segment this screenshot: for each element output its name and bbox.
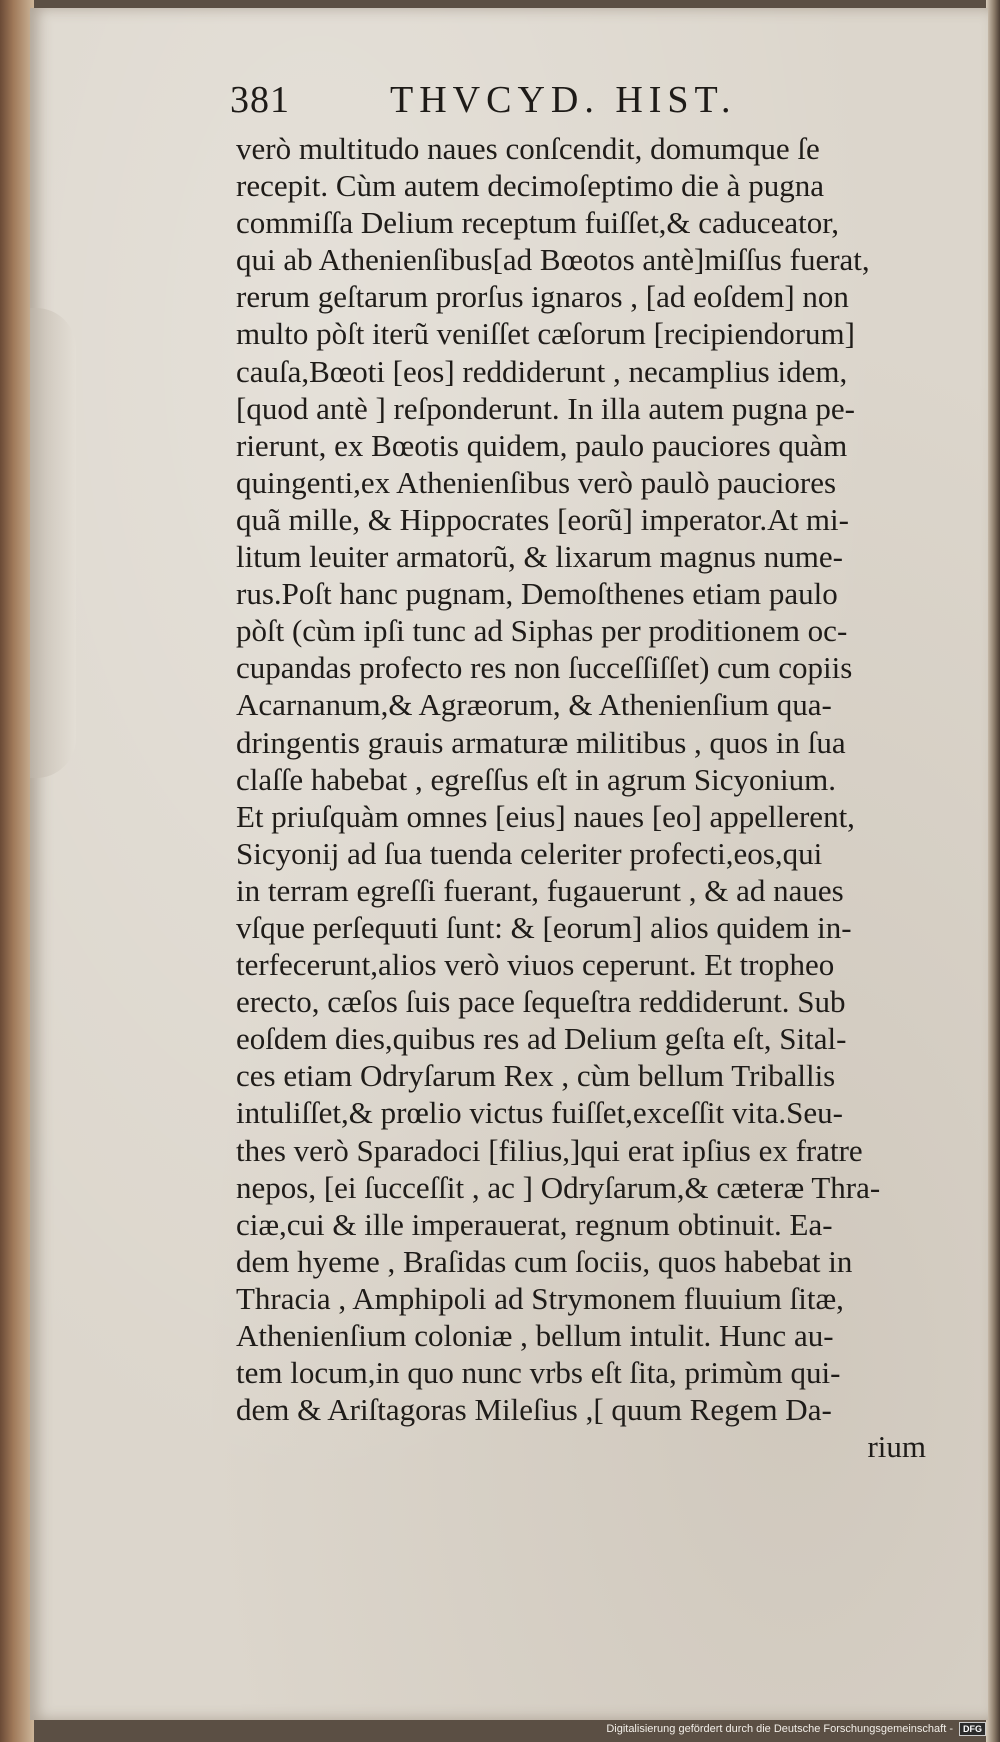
text-line: claſſe habebat , egreſſus eſt in agrum Sicyonium. xyxy=(236,761,837,797)
page-number: 381 xyxy=(230,79,290,121)
text-line: tem locum,in quo nunc vrbs eſt ſita, primùm qui- xyxy=(236,1355,841,1391)
text-line: litum leuiter armatorũ, & lixarum magnus nume- xyxy=(236,539,843,575)
text-line: Et priuſquàm omnes [eius] naues [eo] appellerent, xyxy=(236,798,855,834)
page-shadow xyxy=(30,308,76,778)
text-line: cupandas profecto res non ſucceſſiſſet) cum copiis xyxy=(236,650,853,686)
text-line: terfecerunt,alios verò viuos ceperunt. Et tropheo xyxy=(236,947,835,983)
text-line: multo pòſt iterũ veniſſet cæſorum [recipiendorum] xyxy=(236,316,855,352)
running-head xyxy=(230,78,790,128)
text-line: dem & Ariſtagoras Mileſius ,[ quum Regem Da- xyxy=(236,1392,832,1428)
text-line: dringentis grauis armaturæ militibus , quos in ſua xyxy=(236,724,846,760)
text-line: quingenti,ex Athenienſibus verò paulò pauciores xyxy=(236,464,837,500)
text-line: recepit. Cùm autem decimoſeptimo die à pugna xyxy=(236,168,824,204)
text-line: rus.Poſt hanc pugnam, Demoſthenes etiam paulo xyxy=(236,576,838,612)
text-line: vſque perſequuti ſunt: & [eorum] alios quidem in- xyxy=(236,909,852,945)
text-line: ciæ,cui & ille imperauerat, regnum obtinuit. Ea- xyxy=(236,1206,833,1242)
catchword: rium xyxy=(867,1429,926,1465)
text-line: rerum geſtarum prorſus ignaros , [ad eoſdem] non xyxy=(236,279,849,315)
text-line: Athenienſium coloniæ , bellum intulit. Hunc au- xyxy=(236,1318,834,1353)
text-line: verò multitudo naues conſcendit, domumque ſe xyxy=(236,131,820,166)
text-line: rierunt, ex Bœotis quidem, paulo pauciores quàm xyxy=(236,427,848,463)
scan-edge-right xyxy=(986,0,1000,1742)
text-line: thes verò Sparadoci [filius,]qui erat ipſius ex fratre xyxy=(236,1132,863,1168)
body-text xyxy=(236,130,936,1465)
text-line: commiſſa Delium receptum fuiſſet,& caduceator, xyxy=(236,205,840,241)
text-line: quã mille, & Hippocrates [eorũ] imperator.At mi- xyxy=(236,501,849,537)
text-line: erecto, cæſos ſuis pace ſequeſtra reddiderunt. Sub xyxy=(236,984,846,1020)
text-line: nepos, [ei ſucceſſit , ac ] Odryſarum,& cæteræ Thra- xyxy=(236,1169,881,1205)
footer-credit xyxy=(606,1722,986,1736)
text-line: in terram egreſſi fuerant, fugauerunt , & ad naues xyxy=(236,872,844,908)
scan-edge-left xyxy=(0,0,34,1742)
text-line: pòſt (cùm ipſi tunc ad Siphas per proditionem oc- xyxy=(236,613,848,649)
text-line: dem hyeme , Braſidas cum ſociis, quos habebat in xyxy=(236,1243,853,1279)
text-line: Thracia , Amphipoli ad Strymonem fluuium ſitæ, xyxy=(236,1280,844,1316)
text-line: Acarnanum,& Agræorum, & Athenienſium qua- xyxy=(236,687,832,723)
text-line: qui ab Athenienſibus[ad Bœotos antè]miſſus fuerat, xyxy=(236,242,870,278)
text-line: eoſdem dies,quibus res ad Delium geſta eſt, Sital- xyxy=(236,1021,847,1057)
dfg-logo: DFG xyxy=(959,1722,986,1736)
text-line: [quod antè ] reſponderunt. In illa autem pugna pe- xyxy=(236,390,855,426)
running-title: THVCYD. HIST. xyxy=(390,79,737,121)
text-line: intuliſſet,& prœlio victus fuiſſet,exceſſit vita.Seu- xyxy=(236,1095,843,1131)
text-line: Sicyonij ad ſua tuenda celeriter profecti,eos,qui xyxy=(236,835,823,871)
text-line: ces etiam Odryſarum Rex , cùm bellum Triballis xyxy=(236,1058,836,1094)
footer-credit-text: Digitalisierung gefördert durch die Deutsche Forschungsgemeinschaft - xyxy=(606,1723,953,1735)
text-line: cauſa,Bœoti [eos] reddiderunt , necamplius idem, xyxy=(236,353,848,389)
